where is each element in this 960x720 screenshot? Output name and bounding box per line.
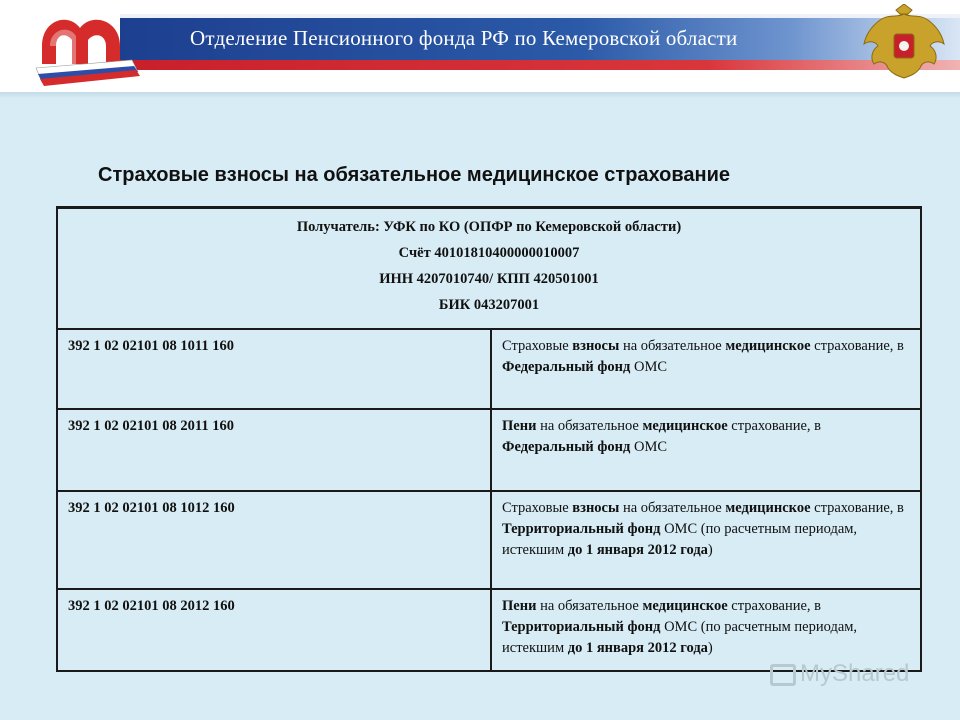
description-text: страхование, в xyxy=(727,598,822,614)
emphasized-text: медицинское xyxy=(642,598,728,614)
recipient-row xyxy=(57,208,921,330)
watermark-text: MyShared xyxy=(800,660,910,687)
kbk-description xyxy=(491,409,921,491)
emphasized-text: Федеральный фонд xyxy=(502,359,631,375)
table-row xyxy=(57,491,921,589)
emphasized-text: взносы xyxy=(572,500,620,516)
description-text: на обязательное xyxy=(619,500,726,516)
description-text: страхование, в xyxy=(810,500,904,516)
bik-line: БИК 043207001 xyxy=(438,297,540,313)
description-text: страхование, в xyxy=(727,418,822,434)
description-text: ОМС xyxy=(630,359,668,375)
payment-details-table xyxy=(56,206,922,672)
kbk-code: 392 1 02 02101 08 1012 160 xyxy=(57,491,491,589)
pension-fund-logo-icon xyxy=(28,6,148,88)
description-text: Страховые xyxy=(502,338,573,354)
account-line: Счёт 40101810400000010007 xyxy=(398,245,580,261)
emphasized-text: Территориальный фонд xyxy=(502,521,661,537)
inn-kpp-line: ИНН 4207010740/ КПП 420501001 xyxy=(379,271,599,287)
kbk-code: 392 1 02 02101 08 2011 160 xyxy=(57,409,491,491)
emphasized-text: Федеральный фонд xyxy=(502,439,631,455)
description-text: на обязательное xyxy=(619,338,726,354)
header-title: Отделение Пенсионного фонда РФ по Кемеровской области xyxy=(190,26,738,50)
description-text: ) xyxy=(707,640,713,656)
emphasized-text: до 1 января 2012 года xyxy=(567,542,708,558)
emphasized-text: до 1 января 2012 года xyxy=(567,640,708,656)
recipient-cell xyxy=(57,208,921,330)
kbk-description xyxy=(491,589,921,671)
description-text: ОМС (по расчетным периодам, истекшим xyxy=(502,619,858,656)
emphasized-text: медицинское xyxy=(725,500,811,516)
header-red-stripe xyxy=(120,60,960,70)
table-row xyxy=(57,329,921,409)
kbk-code: 392 1 02 02101 08 2012 160 xyxy=(57,589,491,671)
emphasized-text: медицинское xyxy=(642,418,728,434)
emphasized-text: Пени xyxy=(502,418,537,434)
description-text: ОМС xyxy=(630,439,668,455)
presentation-icon xyxy=(770,664,796,686)
description-text: Страховые xyxy=(502,500,573,516)
emphasized-text: медицинское xyxy=(725,338,811,354)
table-row xyxy=(57,409,921,491)
emphasized-text: взносы xyxy=(572,338,620,354)
description-text: ОМС (по расчетным периодам, истекшим xyxy=(502,521,858,558)
description-text: на обязательное xyxy=(536,598,643,614)
emphasized-text: Пени xyxy=(502,598,537,614)
recipient-line: Получатель: УФК по КО (ОПФР по Кемеровской области) xyxy=(296,219,682,235)
page-title: Страховые взносы на обязательное медицинское страхование xyxy=(98,164,731,186)
table-row xyxy=(57,589,921,671)
description-text: страхование, в xyxy=(810,338,904,354)
description-text: на обязательное xyxy=(536,418,643,434)
russian-coat-of-arms-icon xyxy=(858,4,950,88)
watermark xyxy=(770,660,909,688)
header-banner xyxy=(0,0,960,92)
emphasized-text: Территориальный фонд xyxy=(502,619,661,635)
kbk-code: 392 1 02 02101 08 1011 160 xyxy=(57,329,491,409)
kbk-description xyxy=(491,491,921,589)
kbk-description xyxy=(491,329,921,409)
header-shadow xyxy=(0,92,960,98)
description-text: ) xyxy=(707,542,713,558)
